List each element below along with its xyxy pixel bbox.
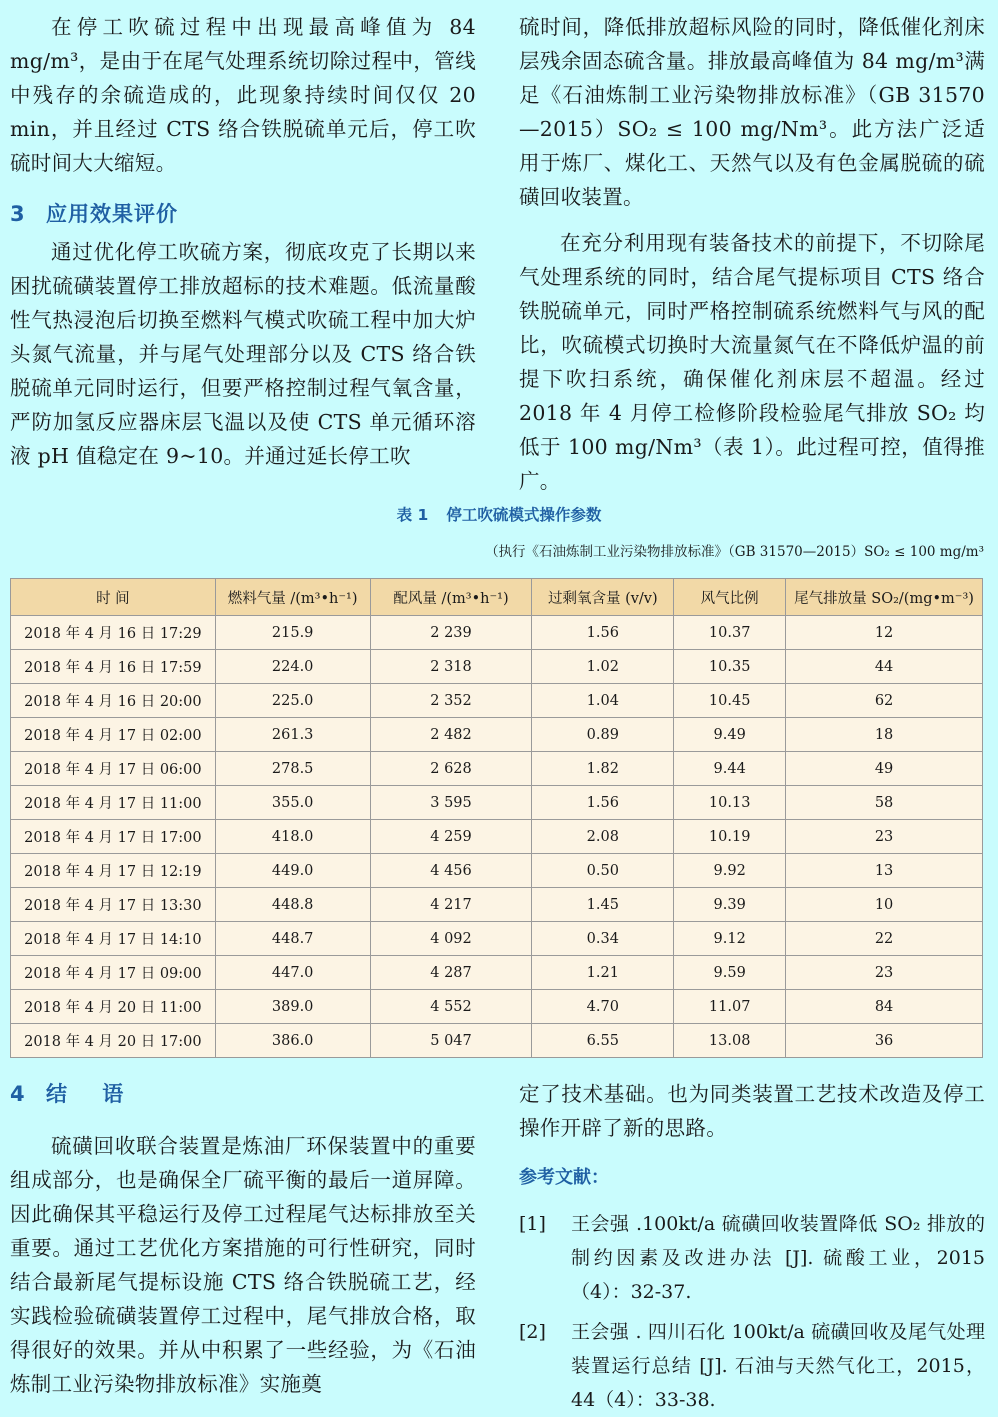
header-air-flow: 配风量 /(m³•h⁻¹) — [370, 579, 532, 616]
cell-air-flow: 2 482 — [370, 718, 532, 752]
cell-so2-emission: 18 — [786, 718, 983, 752]
cell-time: 2018 年 4 月 16 日 20:00 — [11, 684, 216, 718]
section-4-title: 结 语 — [46, 1082, 138, 1106]
cell-excess-oxygen: 0.89 — [532, 718, 674, 752]
cell-excess-oxygen: 2.08 — [532, 820, 674, 854]
cell-so2-emission: 49 — [786, 752, 983, 786]
cell-air-gas-ratio: 9.92 — [674, 854, 786, 888]
table-row — [11, 956, 983, 990]
cell-fuel-gas: 418.0 — [215, 820, 370, 854]
cell-fuel-gas: 447.0 — [215, 956, 370, 990]
cell-air-flow: 4 552 — [370, 990, 532, 1024]
table-title: 停工吹硫模式操作参数 — [446, 506, 602, 524]
cell-excess-oxygen: 0.34 — [532, 922, 674, 956]
table-body — [11, 616, 983, 1058]
cell-excess-oxygen: 1.02 — [532, 650, 674, 684]
cell-fuel-gas: 225.0 — [215, 684, 370, 718]
cell-time: 2018 年 4 月 17 日 11:00 — [11, 786, 216, 820]
cell-air-flow: 4 287 — [370, 956, 532, 990]
cell-air-gas-ratio: 9.59 — [674, 956, 786, 990]
cell-air-gas-ratio: 10.37 — [674, 616, 786, 650]
cell-fuel-gas: 389.0 — [215, 990, 370, 1024]
table-row — [11, 854, 983, 888]
cell-so2-emission: 36 — [786, 1024, 983, 1058]
table-row — [11, 922, 983, 956]
cell-so2-emission: 44 — [786, 650, 983, 684]
cell-fuel-gas: 261.3 — [215, 718, 370, 752]
cell-excess-oxygen: 1.04 — [532, 684, 674, 718]
cell-time: 2018 年 4 月 17 日 12:19 — [11, 854, 216, 888]
cell-air-flow: 4 092 — [370, 922, 532, 956]
reference-item — [519, 1207, 985, 1309]
cell-fuel-gas: 448.8 — [215, 888, 370, 922]
left-column-bottom — [10, 1077, 476, 1401]
cell-air-gas-ratio: 10.45 — [674, 684, 786, 718]
cell-air-gas-ratio: 9.44 — [674, 752, 786, 786]
left-column-top — [10, 10, 476, 473]
table-row — [11, 718, 983, 752]
cell-air-flow: 2 352 — [370, 684, 532, 718]
cell-so2-emission: 84 — [786, 990, 983, 1024]
section-4-number: 4 — [10, 1082, 25, 1106]
cell-air-flow: 2 318 — [370, 650, 532, 684]
table-caption — [0, 503, 998, 525]
paragraph-shutdown-peak: 在停工吹硫过程中出现最高峰值为 84 mg/m³，是由于在尾气处理系统切除过程中，管线中残存的余硫造成的，此现象持续时间仅仅 20 min，并且经过 CTS 络合铁脱硫单元后，停工吹硫时间大大缩短。 — [10, 15, 476, 175]
cell-excess-oxygen: 4.70 — [532, 990, 674, 1024]
table-row — [11, 786, 983, 820]
paragraph-conclusion-left: 硫磺回收联合装置是炼油厂环保装置中的重要组成部分，也是确保全厂硫平衡的最后一道屏障。因此确保其平稳运行及停工过程尾气达标排放至关重要。通过工艺优化方案措施的可行性研究，同时结合最新尾气提标设施 CTS 络合铁脱硫工艺，经实践检验硫磺装置停工过程中，尾气排放合格，取得很好的效果。并从中积累了一些经验，为《石油炼制工业污染物排放标准》实施奠 — [10, 1134, 476, 1396]
cell-so2-emission: 23 — [786, 820, 983, 854]
section-3-heading — [10, 197, 476, 231]
cell-so2-emission: 13 — [786, 854, 983, 888]
cell-excess-oxygen: 1.82 — [532, 752, 674, 786]
table-row — [11, 1024, 983, 1058]
cell-air-flow: 3 595 — [370, 786, 532, 820]
right-column-bottom — [519, 1077, 985, 1417]
cell-excess-oxygen: 1.21 — [532, 956, 674, 990]
paragraph-evaluation-right: 硫时间，降低排放超标风险的同时，降低催化剂床层残余固态硫含量。排放最高峰值为 84 mg/m³满足《石油炼制工业污染物排放标准》（GB 31570—2015）SO₂ ≤ 100 mg/Nm³。此方法广泛适用于炼厂、煤化工、天然气以及有色金属脱硫的硫磺回收装置。 — [519, 15, 985, 209]
cell-air-gas-ratio: 9.12 — [674, 922, 786, 956]
cell-fuel-gas: 386.0 — [215, 1024, 370, 1058]
section-3-number: 3 — [10, 202, 25, 226]
reference-text: 王会强 .100kt/a 硫磺回收装置降低 SO₂ 排放的制约因素及改进办法 [J]. 硫酸工业，2015（4）：32-37. — [571, 1213, 985, 1303]
cell-excess-oxygen: 1.45 — [532, 888, 674, 922]
cell-excess-oxygen: 1.56 — [532, 616, 674, 650]
cell-fuel-gas: 215.9 — [215, 616, 370, 650]
cell-excess-oxygen: 1.56 — [532, 786, 674, 820]
table-header-row — [11, 579, 983, 616]
paragraph-evaluation-left: 通过优化停工吹硫方案，彻底攻克了长期以来困扰硫磺装置停工排放超标的技术难题。低流量酸性气热浸泡后切换至燃料气模式吹硫工程中加大炉头氮气流量，并与尾气处理部分以及 CTS 络合铁脱硫单元同时运行，但要严格控制过程气氧含量，严防加氢反应器床层飞温以及使 CTS 单元循环溶液 pH 值稳定在 9~10。并通过延长停工吹 — [10, 240, 476, 468]
table-row — [11, 990, 983, 1024]
cell-fuel-gas: 278.5 — [215, 752, 370, 786]
cell-air-flow: 5 047 — [370, 1024, 532, 1058]
cell-excess-oxygen: 6.55 — [532, 1024, 674, 1058]
cell-air-gas-ratio: 10.19 — [674, 820, 786, 854]
paragraph-summary-method: 在充分利用现有装备技术的前提下，不切除尾气处理系统的同时，结合尾气提标项目 CTS 络合铁脱硫单元，同时严格控制硫系统燃料气与风的配比，吹硫模式切换时大流量氮气在不降低炉温的前提下吹扫系统，确保催化剂床层不超温。经过 2018 年 4 月停工检修阶段检验尾气排放 SO₂ 均低于 100 mg/Nm³（表 1）。此过程可控，值得推广。 — [519, 231, 985, 493]
cell-air-flow: 4 456 — [370, 854, 532, 888]
table-row — [11, 616, 983, 650]
cell-air-gas-ratio: 9.49 — [674, 718, 786, 752]
header-fuel-gas: 燃料气量 /(m³•h⁻¹) — [215, 579, 370, 616]
header-so2-emission: 尾气排放量 SO₂/(mg•m⁻³) — [786, 579, 983, 616]
references-title: 参考文献： — [519, 1167, 609, 1188]
table-number: 表 1 — [396, 506, 429, 524]
cell-fuel-gas: 355.0 — [215, 786, 370, 820]
cell-fuel-gas: 449.0 — [215, 854, 370, 888]
cell-air-flow: 4 217 — [370, 888, 532, 922]
section-3-title: 应用效果评价 — [46, 202, 178, 226]
cell-time: 2018 年 4 月 17 日 17:00 — [11, 820, 216, 854]
cell-air-gas-ratio: 11.07 — [674, 990, 786, 1024]
cell-excess-oxygen: 0.50 — [532, 854, 674, 888]
cell-air-flow: 2 628 — [370, 752, 532, 786]
header-excess-oxygen: 过剩氧含量 (v/v) — [532, 579, 674, 616]
cell-air-gas-ratio: 13.08 — [674, 1024, 786, 1058]
cell-so2-emission: 22 — [786, 922, 983, 956]
cell-time: 2018 年 4 月 16 日 17:29 — [11, 616, 216, 650]
cell-fuel-gas: 448.7 — [215, 922, 370, 956]
operation-parameters-table — [10, 578, 983, 1058]
table-row — [11, 888, 983, 922]
cell-fuel-gas: 224.0 — [215, 650, 370, 684]
cell-so2-emission: 10 — [786, 888, 983, 922]
cell-so2-emission: 12 — [786, 616, 983, 650]
cell-air-gas-ratio: 9.39 — [674, 888, 786, 922]
right-column-top — [519, 10, 985, 498]
reference-number: [1] — [519, 1213, 546, 1235]
section-4-heading — [10, 1077, 476, 1111]
cell-time: 2018 年 4 月 20 日 17:00 — [11, 1024, 216, 1058]
cell-time: 2018 年 4 月 16 日 17:59 — [11, 650, 216, 684]
table-row — [11, 650, 983, 684]
reference-text: 王会强 . 四川石化 100kt/a 硫磺回收及尾气处理装置运行总结 [J]. 石油与天然气化工，2015，44（4）：33-38. — [571, 1321, 985, 1411]
cell-time: 2018 年 4 月 17 日 14:10 — [11, 922, 216, 956]
reference-item — [519, 1315, 985, 1417]
cell-air-flow: 4 259 — [370, 820, 532, 854]
table-row — [11, 820, 983, 854]
cell-air-gas-ratio: 10.13 — [674, 786, 786, 820]
cell-so2-emission: 58 — [786, 786, 983, 820]
header-time: 时 间 — [11, 579, 216, 616]
table-row — [11, 752, 983, 786]
reference-number: [2] — [519, 1321, 546, 1343]
table-note: （执行《石油炼制工业污染物排放标准》（GB 31570—2015）SO₂ ≤ 100 mg/m³ — [485, 544, 984, 560]
table-row — [11, 684, 983, 718]
cell-time: 2018 年 4 月 17 日 06:00 — [11, 752, 216, 786]
cell-so2-emission: 23 — [786, 956, 983, 990]
cell-time: 2018 年 4 月 17 日 09:00 — [11, 956, 216, 990]
cell-so2-emission: 62 — [786, 684, 983, 718]
cell-time: 2018 年 4 月 17 日 13:30 — [11, 888, 216, 922]
cell-air-gas-ratio: 10.35 — [674, 650, 786, 684]
cell-air-flow: 2 239 — [370, 616, 532, 650]
paragraph-conclusion-right: 定了技术基础。也为同类装置工艺技术改造及停工操作开辟了新的思路。 — [519, 1082, 985, 1140]
cell-time: 2018 年 4 月 17 日 02:00 — [11, 718, 216, 752]
cell-time: 2018 年 4 月 20 日 11:00 — [11, 990, 216, 1024]
header-air-gas-ratio: 风气比例 — [674, 579, 786, 616]
